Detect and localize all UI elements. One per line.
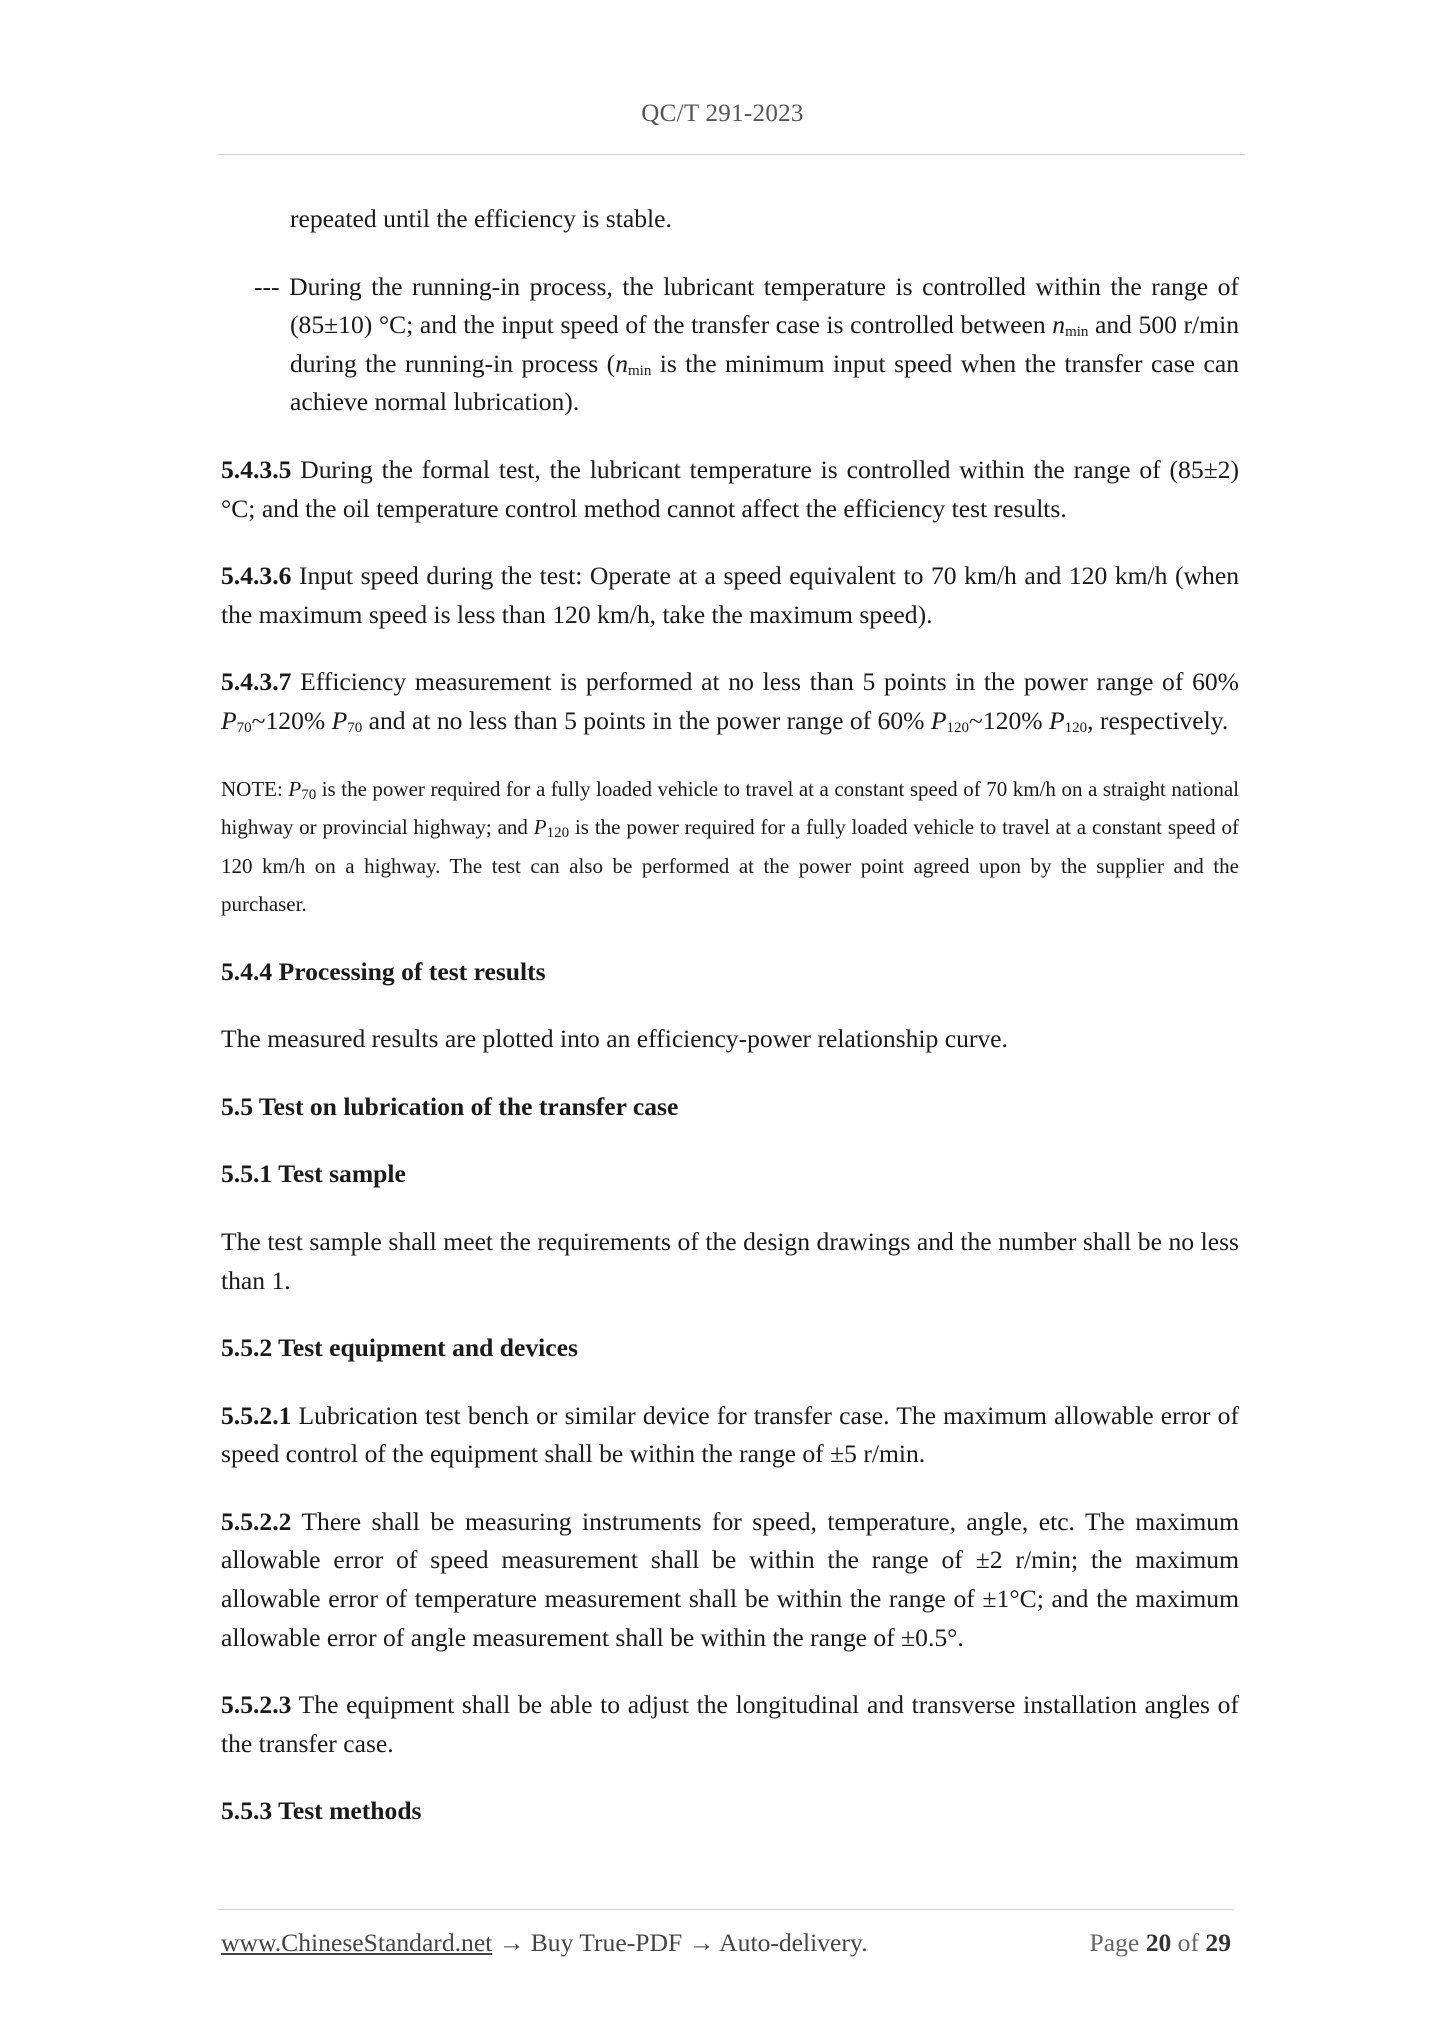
website-link[interactable]: www.ChineseStandard.net — [221, 1928, 493, 1957]
section-heading-5-5-2: 5.5.2 Test equipment and devices — [221, 1333, 578, 1363]
paragraph-5-4-4: The measured results are plotted into an efficiency-power relationship curve. — [221, 1024, 1008, 1054]
page-header: QC/T 291-2023 — [641, 100, 804, 127]
clause-5-5-2-1: 5.5.2.1 Lubrication test bench or similar device for transfer case. The maximum allowable error of speed control of the equipment shall be within the range of ±5 r/min. — [221, 1400, 1239, 1469]
note-label: NOTE: — [221, 776, 289, 801]
continued-paragraph: repeated until the efficiency is stable. — [290, 204, 672, 233]
clause-number: 5.5.2.1 — [221, 1400, 292, 1430]
note-paragraph: NOTE: $P_{70}$ is the power required for a fully loaded vehicle to travel at a constant speed of 70 km/h on a straight national highway or provincial highway; and $P_{120}$ is the power required for a fully loaded vehicle to travel at a constant speed of 120 km/h on a highway. The test can also be performed at the power point agreed upon by the supplier and the purchaser. — [221, 776, 1239, 917]
clause-5-4-3-7: 5.4.3.7 Efficiency measurement is performed at no less than 5 points in the power range of 60% $P_{70}\sim 120\%$ $P_{70}$ and at no less than 5 points in the power range of 60% $P_{120}\sim 120\%$ $P_{120}$, respectively. — [221, 667, 1239, 736]
dash-list-item: --- During the running-in process, the lubricant temperature is controlled within the range of (85±10) °C; and the input speed of the transfer case is controlled between $n_{min}$ and 500 r/min during the running-in process ($n_{min}$ is the minimum input speed when the transfer case can achieve normal lubrication). — [254, 271, 1239, 417]
header-divider — [218, 154, 1245, 155]
total-pages: 29 — [1205, 1928, 1231, 1957]
clause-number: 5.5.2.3 — [221, 1690, 292, 1720]
clause-number: 5.5.2.2 — [221, 1506, 292, 1536]
current-page: 20 — [1145, 1928, 1172, 1957]
clause-number: 5.4.3.5 — [221, 454, 292, 484]
paragraph-5-5-1: The test sample shall meet the requirements of the design drawings and the number shall be no less than 1. — [221, 1226, 1239, 1295]
clause-number: 5.4.3.6 — [221, 561, 292, 591]
section-heading-5-4-4: 5.4.4 Processing of test results — [221, 956, 546, 986]
dash-marker: --- — [254, 271, 280, 301]
section-heading-5-5: 5.5 Test on lubrication of the transfer case — [221, 1091, 679, 1121]
clause-5-4-3-5: 5.4.3.5 During the formal test, the lubricant temperature is controlled within the range of (85±2) °C; and the oil temperature control method cannot affect the efficiency test results. — [221, 454, 1239, 523]
footer-divider — [218, 1909, 1233, 1910]
section-heading-5-5-1: 5.5.1 Test sample — [221, 1159, 406, 1189]
document-body — [221, 200, 1239, 1831]
clause-5-5-2-2: 5.5.2.2 There shall be measuring instruments for speed, temperature, angle, etc. The maximum allowable error of speed measurement shall be within the range of ±2 r/min; the maximum allowable error of temperature measurement shall be within the range of ±1°C; and the maximum allowable error of angle measurement shall be within the range of ±0.5°. — [221, 1506, 1239, 1652]
page-number: Page 20 of 29 — [1089, 1928, 1231, 1957]
clause-5-4-3-6: 5.4.3.6 Input speed during the test: Operate at a speed equivalent to 70 km/h and 120 km/h (when the maximum speed is less than 120 km/h, take the maximum speed). — [221, 561, 1239, 629]
footer-promo: www.ChineseStandard.net → Buy True-PDF → Auto-delivery. — [221, 1928, 868, 1957]
clause-number: 5.4.3.7 — [221, 667, 292, 697]
arrow-right-icon: → — [498, 1928, 525, 1957]
n-min-symbol: n — [1052, 310, 1066, 340]
clause-5-5-2-3: 5.5.2.3 The equipment shall be able to adjust the longitudinal and transverse installation angles of the transfer case. — [221, 1690, 1239, 1758]
page-footer — [221, 1928, 1231, 1964]
arrow-right-icon: → — [688, 1928, 715, 1957]
section-heading-5-5-3: 5.5.3 Test methods — [221, 1796, 422, 1826]
